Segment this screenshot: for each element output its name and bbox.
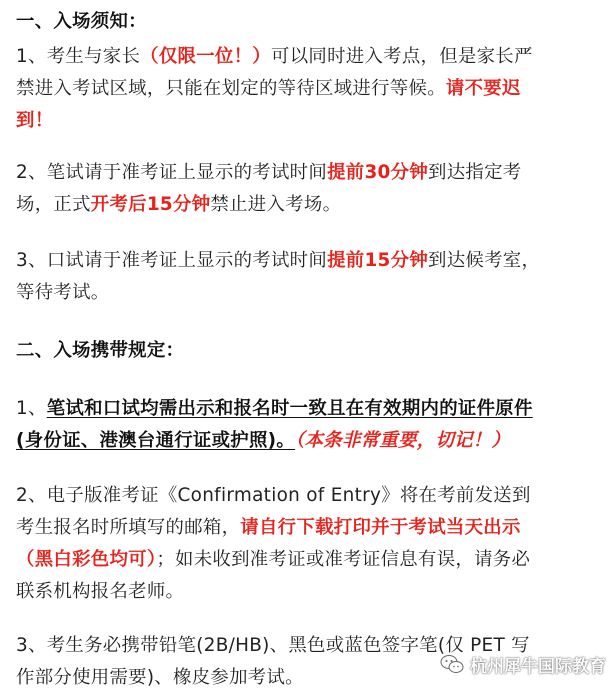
s1-item1-text: 可以同时进入考点，但是家长严 <box>271 46 533 67</box>
watermark <box>440 650 606 678</box>
s1-item1-line3 <box>16 105 612 137</box>
s1-item1-text: 禁进入考试区域，只能在划定的等待区域进行等候。 <box>16 78 446 99</box>
s1-item1-warning: 到！ <box>16 110 54 131</box>
watermark-text: 杭州犀牛国际教育 <box>470 656 606 677</box>
s2-item2-text: ；如未收到准考证或准考证信息有误，请务必 <box>156 549 531 570</box>
s1-item3-line2 <box>16 277 612 309</box>
s1-item1-text: 1、考生与家长 <box>16 46 141 67</box>
s1-item2-text: 场，正式 <box>16 194 91 215</box>
s2-item1-line2 <box>16 425 612 457</box>
s1-item3-text: 等待考试。 <box>16 282 110 303</box>
s1-item2-line2 <box>16 189 612 221</box>
s2-item1-important-note: （本条非常重要，切记！） <box>295 430 511 451</box>
s1-item3-highlight: 提前15分钟 <box>327 250 429 271</box>
section1-heading: 一、入场须知： <box>16 11 147 32</box>
wechat-icon <box>440 653 464 675</box>
s1-item1-line1 <box>16 41 612 73</box>
s2-item1-emphasis: (身份证、港澳台通行证或护照)。 <box>16 430 296 451</box>
s2-item1-emphasis: 笔试和口试均需出示和报名时一致且在有效期内的证件原件 <box>46 398 533 419</box>
s1-item2-text: 禁止进入考场。 <box>210 194 342 215</box>
s2-item2-highlight: 请自行下载打印并于考试当天出示 <box>240 517 521 538</box>
s2-item2-text: 2、电子版准考证《Confirmation of Entry》将在考前发送到 <box>16 485 531 506</box>
s1-item1-line2 <box>16 73 612 105</box>
s1-item2-highlight: 开考后15分钟 <box>90 194 211 215</box>
s1-item3-line1 <box>16 245 612 277</box>
s2-item2-line1 <box>16 480 612 512</box>
s1-item3-text: 到达候考室， <box>428 250 541 271</box>
s1-item3-text: 3、口试请于准考证上显示的考试时间 <box>16 250 328 271</box>
s1-item2-text: 2、笔试请于准考证上显示的考试时间 <box>16 162 328 183</box>
s2-item3-text: 作部分使用需要)、橡皮参加考试。 <box>16 667 304 688</box>
s2-item2-text: 联系机构报名老师。 <box>16 581 185 602</box>
s2-item2-line2 <box>16 512 612 544</box>
s2-item2-highlight: （黑白彩色均可） <box>16 549 157 570</box>
section2-heading: 二、入场携带规定： <box>16 340 185 361</box>
s1-item2-text: 到达指定考 <box>428 162 522 183</box>
s2-item1-line1 <box>16 393 612 425</box>
s1-item2-line1 <box>16 157 612 189</box>
s2-item2-line4 <box>16 576 612 608</box>
s1-item1-highlight: （仅限一位！） <box>140 46 271 67</box>
s2-item3-text: 3、考生务必携带铅笔(2B/HB)、黑色或蓝色签字笔(仅 PET 写 <box>16 635 530 656</box>
s2-item2-line3 <box>16 544 612 576</box>
s2-item2-text: 考生报名时所填写的邮箱， <box>16 517 241 538</box>
s2-item1-text: 1、 <box>16 398 47 419</box>
s1-item1-warning: 请不要迟 <box>445 78 521 99</box>
s1-item2-highlight: 提前30分钟 <box>327 162 429 183</box>
